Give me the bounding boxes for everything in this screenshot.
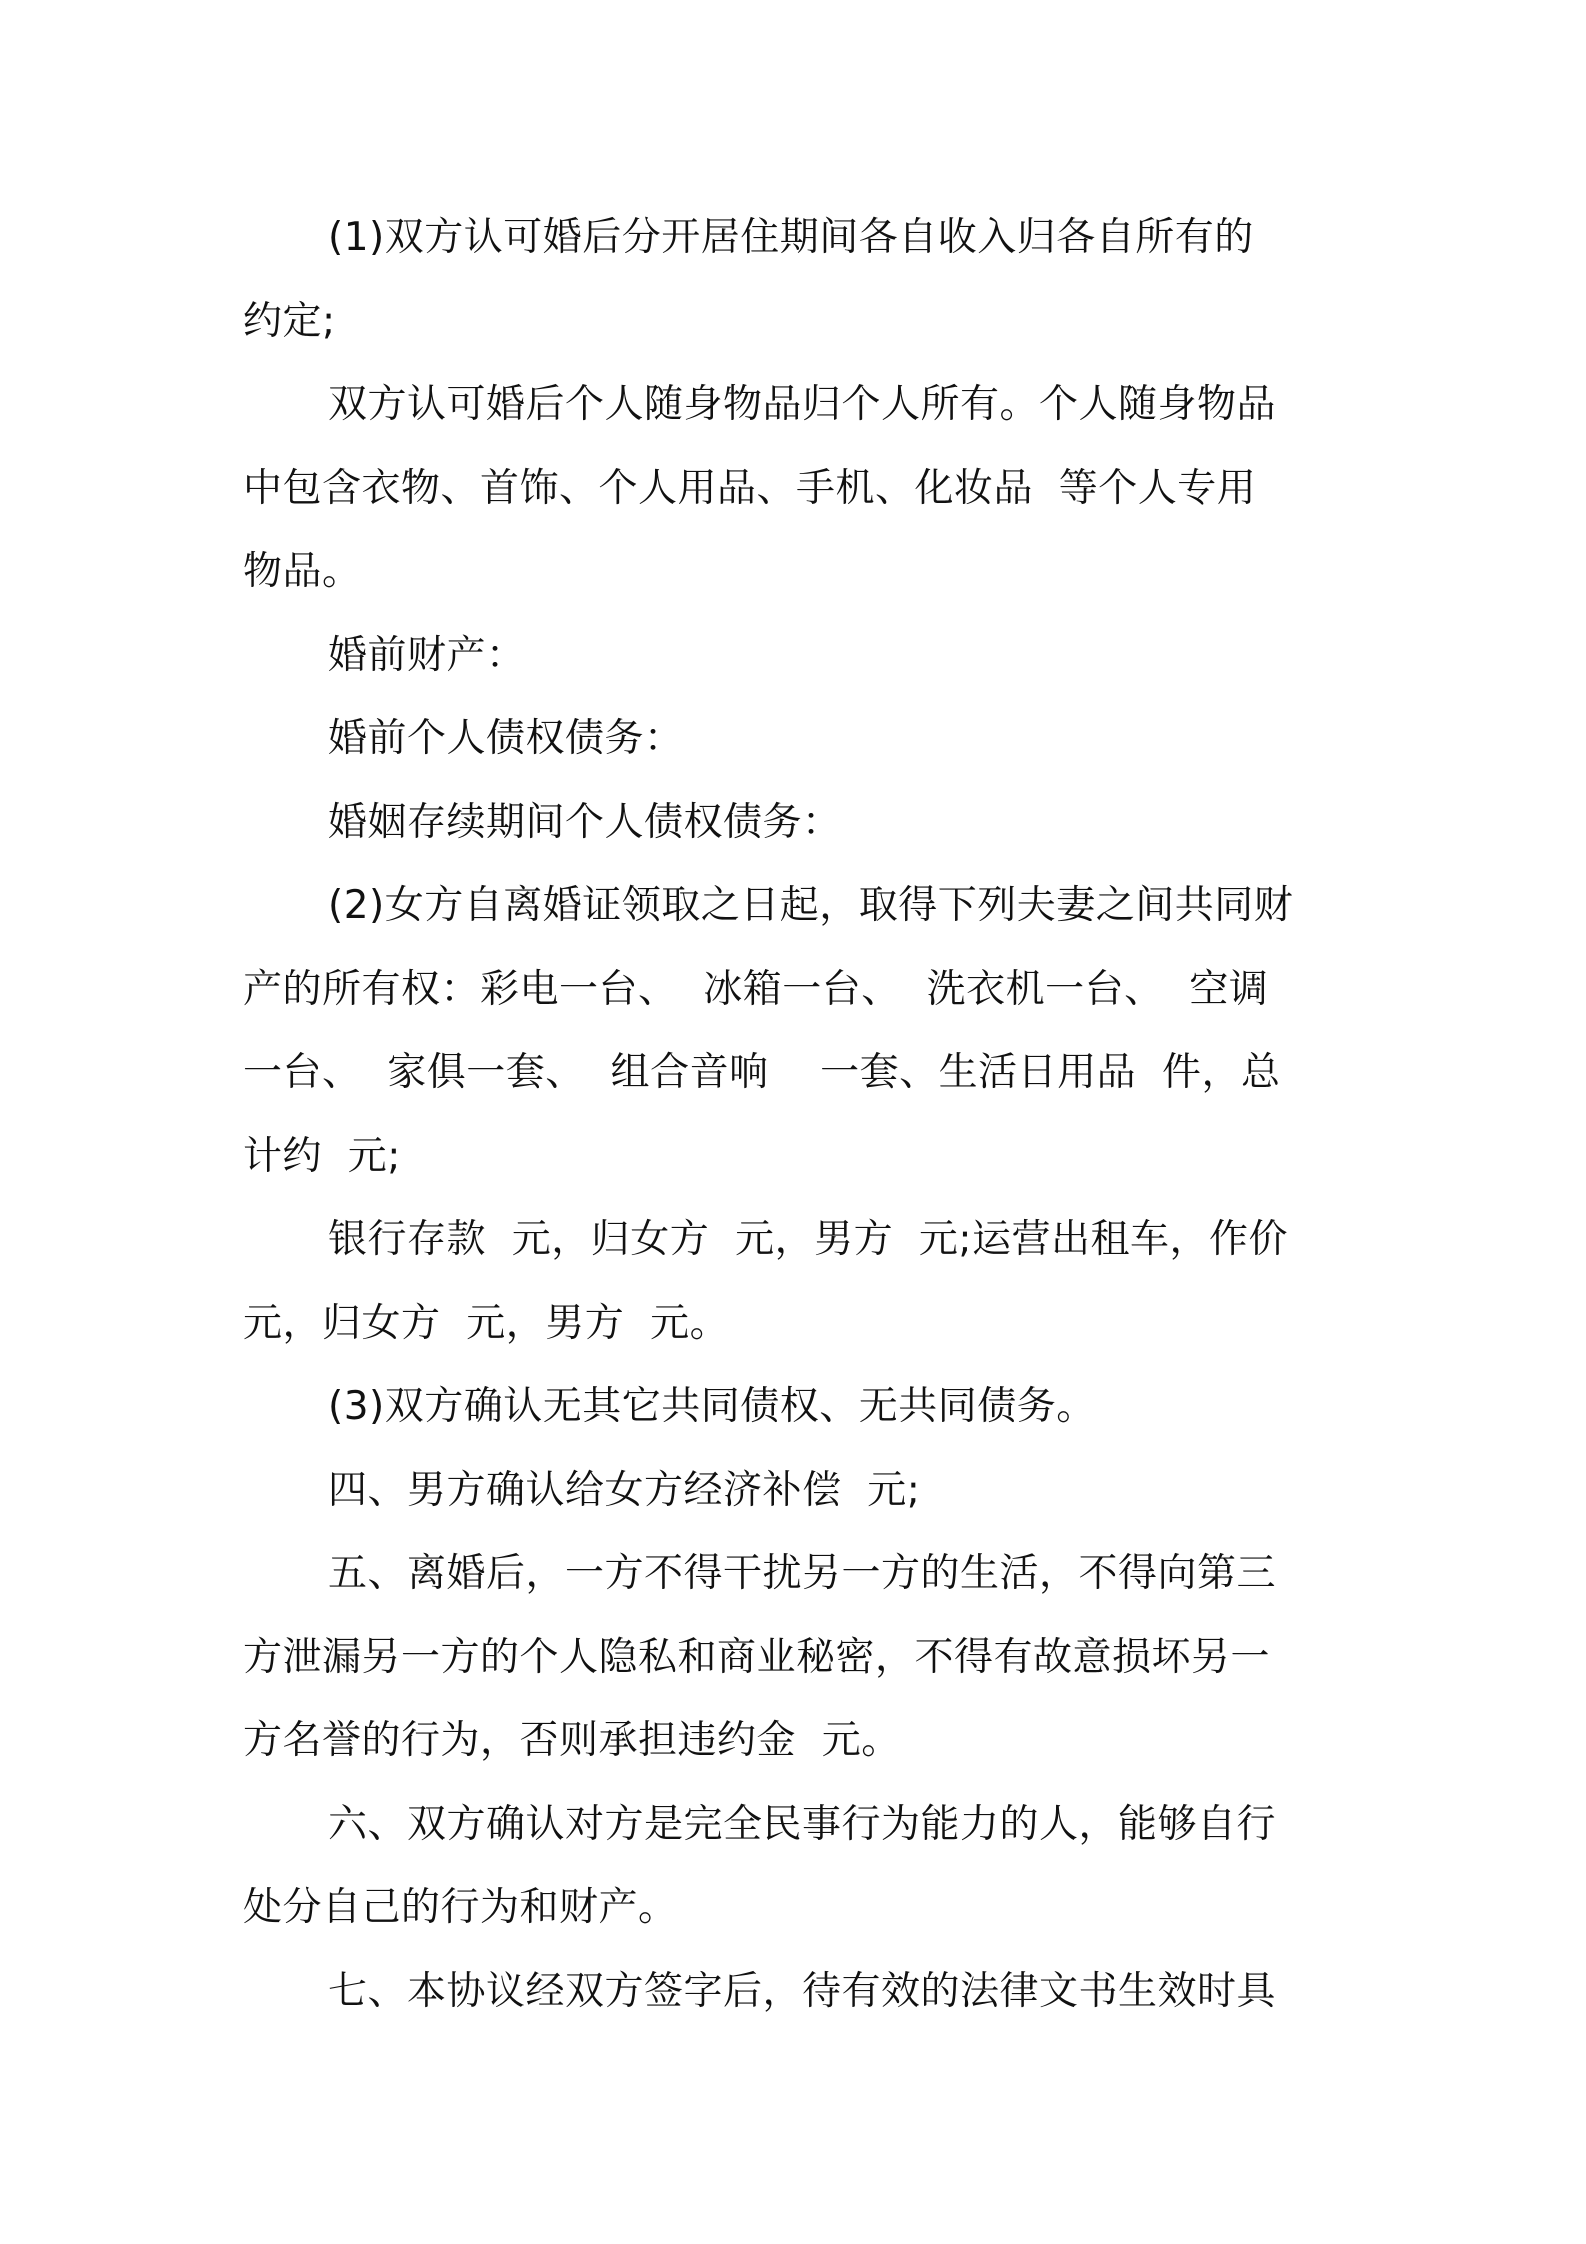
paragraph-personal-items (243, 363, 1353, 614)
text-line: 产的所有权：彩电一台、 冰箱一台、 洗衣机一台、 空调 (243, 966, 1269, 1012)
paragraph-no-joint-debts (243, 1365, 1353, 1449)
text-line: 方名誉的行为，否则承担违约金 元。 (243, 1718, 901, 1763)
document-body (243, 196, 1353, 2033)
paragraph-bank-deposits (243, 1198, 1353, 1365)
text-line: 银行存款 元，归女方 元，男方 元;运营出租车，作价 (328, 1217, 1289, 1262)
paragraph-premarital-debts (243, 697, 1353, 781)
text-line: (3)双方确认无其它共同债权、无共同债务。 (328, 1384, 1096, 1429)
text-line: 处分自己的行为和财产。 (243, 1885, 678, 1930)
text-line: (1)双方认可婚后分开居住期间各自收入归各自所有的 (328, 215, 1254, 260)
text-line: 四、男方确认给女方经济补偿 元; (328, 1467, 921, 1513)
text-line: 一台、 家俱一套、 组合音响 一套、生活日用品 件，总 (243, 1050, 1281, 1095)
text-line: 方泄漏另一方的个人隐私和商业秘密，不得有故意损坏另一 (243, 1634, 1271, 1680)
paragraph-non-interference (243, 1532, 1353, 1783)
text-line: 七、本协议经双方签字后，待有效的法律文书生效时具 (328, 1968, 1277, 2014)
text-line: 元，归女方 元，男方 元。 (243, 1300, 730, 1346)
text-line: 五、离婚后，一方不得干扰另一方的生活，不得向第三 (328, 1551, 1277, 1596)
text-line: 双方认可婚后个人随身物品归个人所有。个人随身物品 (328, 382, 1277, 427)
paragraph-legal-capacity (243, 1783, 1353, 1950)
text-line: 婚前财产： (328, 632, 526, 678)
text-line: 婚前个人债权债务： (328, 716, 684, 761)
text-line: 婚姻存续期间个人债权债务： (328, 799, 842, 845)
text-line: (2)女方自离婚证领取之日起，取得下列夫妻之间共同财 (328, 883, 1294, 928)
paragraph-income-agreement (243, 196, 1353, 363)
text-line: 六、双方确认对方是完全民事行为能力的人，能够自行 (328, 1801, 1277, 1847)
paragraph-effectiveness (243, 1950, 1353, 2034)
text-line: 中包含衣物、首饰、个人用品、手机、化妆品 等个人专用 (243, 465, 1257, 511)
text-line: 约定; (243, 298, 336, 344)
paragraph-premarital-property (243, 614, 1353, 698)
paragraph-compensation (243, 1449, 1353, 1533)
text-line: 物品。 (243, 549, 362, 594)
paragraph-marital-debts (243, 781, 1353, 865)
text-line: 计约 元; (243, 1133, 401, 1179)
paragraph-joint-property (243, 864, 1353, 1198)
